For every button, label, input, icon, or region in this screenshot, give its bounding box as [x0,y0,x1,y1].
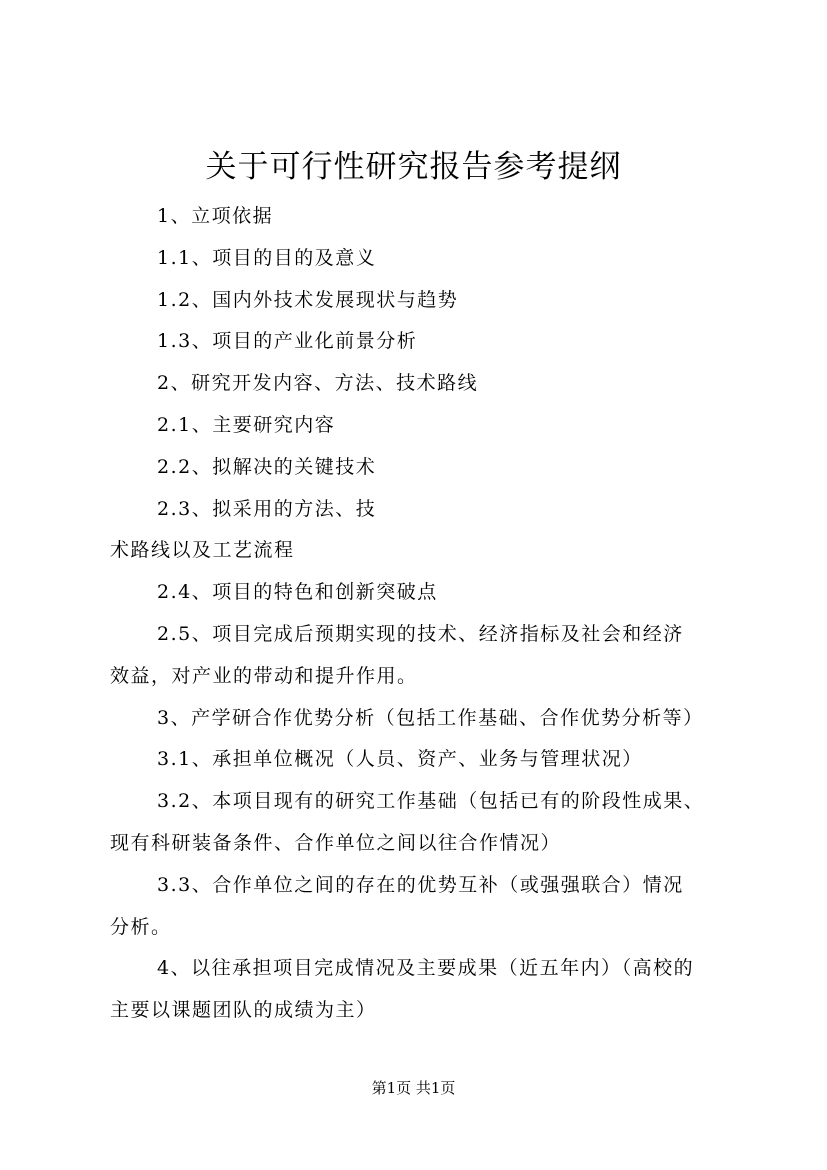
document-body [110,196,722,1032]
outline-item-2: 2、研究开发内容、方法、技术路线 [157,372,479,395]
outline-item-2-2: 2.2、拟解决的关键技术 [157,455,377,478]
outline-item-2-4: 2.4、项目的特色和创新突破点 [157,581,438,604]
outline-item-1-3: 1.3、项目的产业化前景分析 [157,330,418,353]
page-title: 关于可行性研究报告参考提纲 [205,149,622,185]
outline-item-2-1: 2.1、主要研究内容 [157,413,336,436]
outline-item-2-3-continued: 术路线以及工艺流程 [110,539,295,562]
outline-item-1-1: 1.1、项目的目的及意义 [157,246,377,269]
outline-item-2-5: 2.5、项目完成后预期实现的技术、经济指标及社会和经济 [157,622,684,645]
outline-item-4-continued: 主要以课题团队的成绩为主） [110,999,377,1022]
page-footer: 第1页 共1页 [371,1079,456,1097]
outline-item-1-2: 1.2、国内外技术发展现状与趋势 [157,288,459,311]
outline-item-1: 1、立项依据 [157,205,274,227]
outline-item-3-3: 3.3、合作单位之间的存在的优势互补（或强强联合）情况 [157,873,684,896]
outline-item-4: 4、以往承担项目完成情况及主要成果（近五年内）（高校的 [157,957,695,980]
outline-item-3-1: 3.1、承担单位概况（人员、资产、业务与管理状况） [157,748,643,771]
outline-item-3-2: 3.2、本项目现有的研究工作基础（包括已有的阶段性成果、 [157,790,705,813]
outline-item-2-3: 2.3、拟采用的方法、技 [157,497,377,520]
outline-item-3-3-continued: 分析。 [110,915,172,938]
outline-item-3-2-continued: 现有科研装备条件、合作单位之间以往合作情况） [110,831,562,854]
outline-item-2-5-continued: 效益，对产业的带动和提升作用。 [110,664,418,687]
outline-item-3: 3、产学研合作优势分析（包括工作基础、合作优势分析等） [157,706,704,729]
